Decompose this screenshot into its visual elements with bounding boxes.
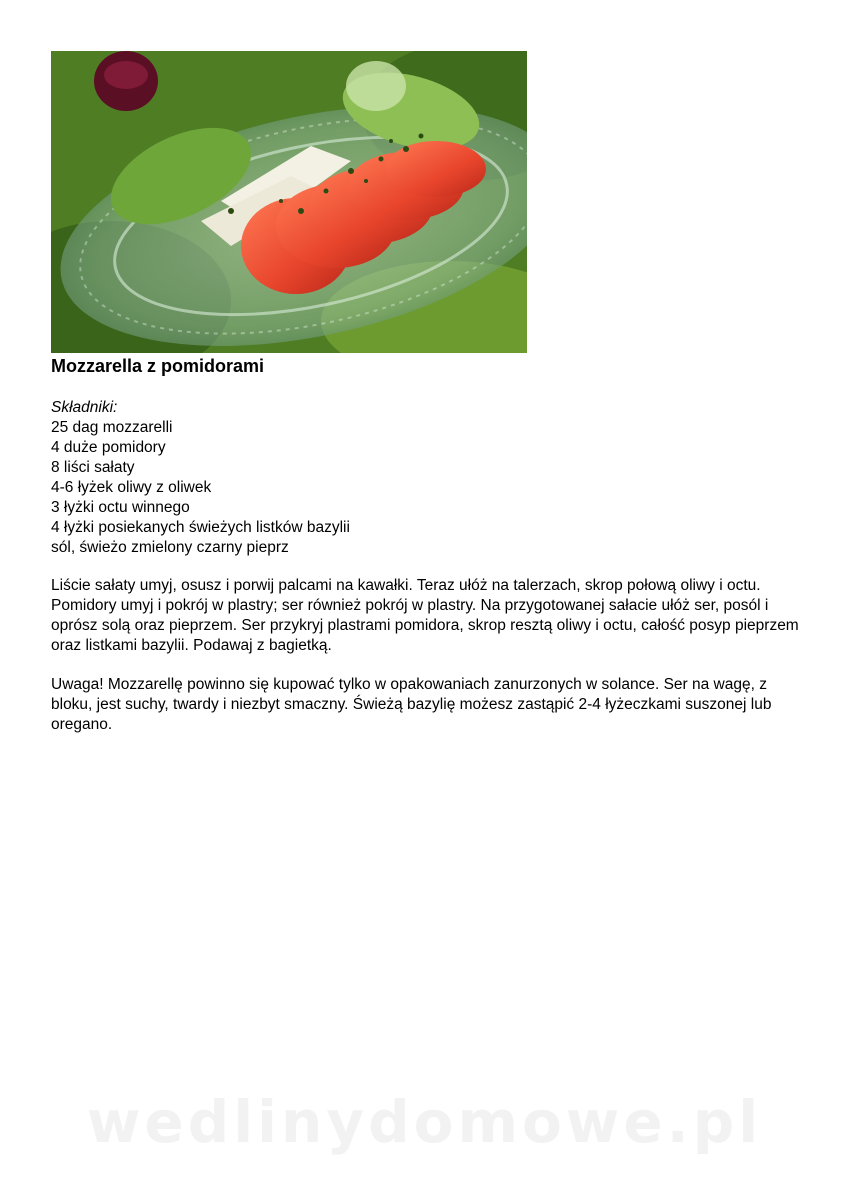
ingredient-item: 25 dag mozzarelli (51, 419, 173, 436)
mozzarella-tomato-plate-image (51, 51, 527, 353)
site-watermark: wedlinydomowe.pl (86, 1088, 763, 1156)
instructions-paragraph: Liście sałaty umyj, osusz i porwij palcami na kawałki. Teraz ułóż na talerzach, skrop połową oliwy i octu. Pomidory umyj i pokrój w plastry; ser również pokrój w plastry. Na przygotowanej sałacie ułóż ser, posól i oprósz solą oraz pieprzem. Ser przykryj plastrami pomidora, skrop resztą oliwy i octu, całość posyp pieprzem oraz listkami bazylii. Podawaj z bagietką. (51, 577, 799, 654)
ingredient-item: 4 łyżki posiekanych świeżych listków bazylii (51, 519, 350, 536)
ingredient-item: sól, świeżo zmielony czarny pieprz (51, 539, 289, 556)
ingredient-item: 8 liści sałaty (51, 459, 135, 476)
recipe-title: Mozzarella z pomidorami (51, 356, 265, 376)
ingredients-section (51, 398, 350, 558)
ingredient-item: 3 łyżki octu winnego (51, 499, 190, 516)
ingredients-label: Składniki: (51, 399, 118, 416)
note-paragraph: Uwaga! Mozzarellę powinno się kupować tylko w opakowaniach zanurzonych w solance. Ser na wagę, z bloku, jest suchy, twardy i niezbyt smaczny. Świeżą bazylię możesz zastąpić 2-4 łyżeczkami suszonej lub oregano. (51, 676, 772, 733)
ingredient-item: 4-6 łyżek oliwy z oliwek (51, 479, 212, 496)
ingredients-list (51, 418, 350, 558)
ingredient-item: 4 duże pomidory (51, 439, 166, 456)
recipe-photo (51, 51, 527, 353)
